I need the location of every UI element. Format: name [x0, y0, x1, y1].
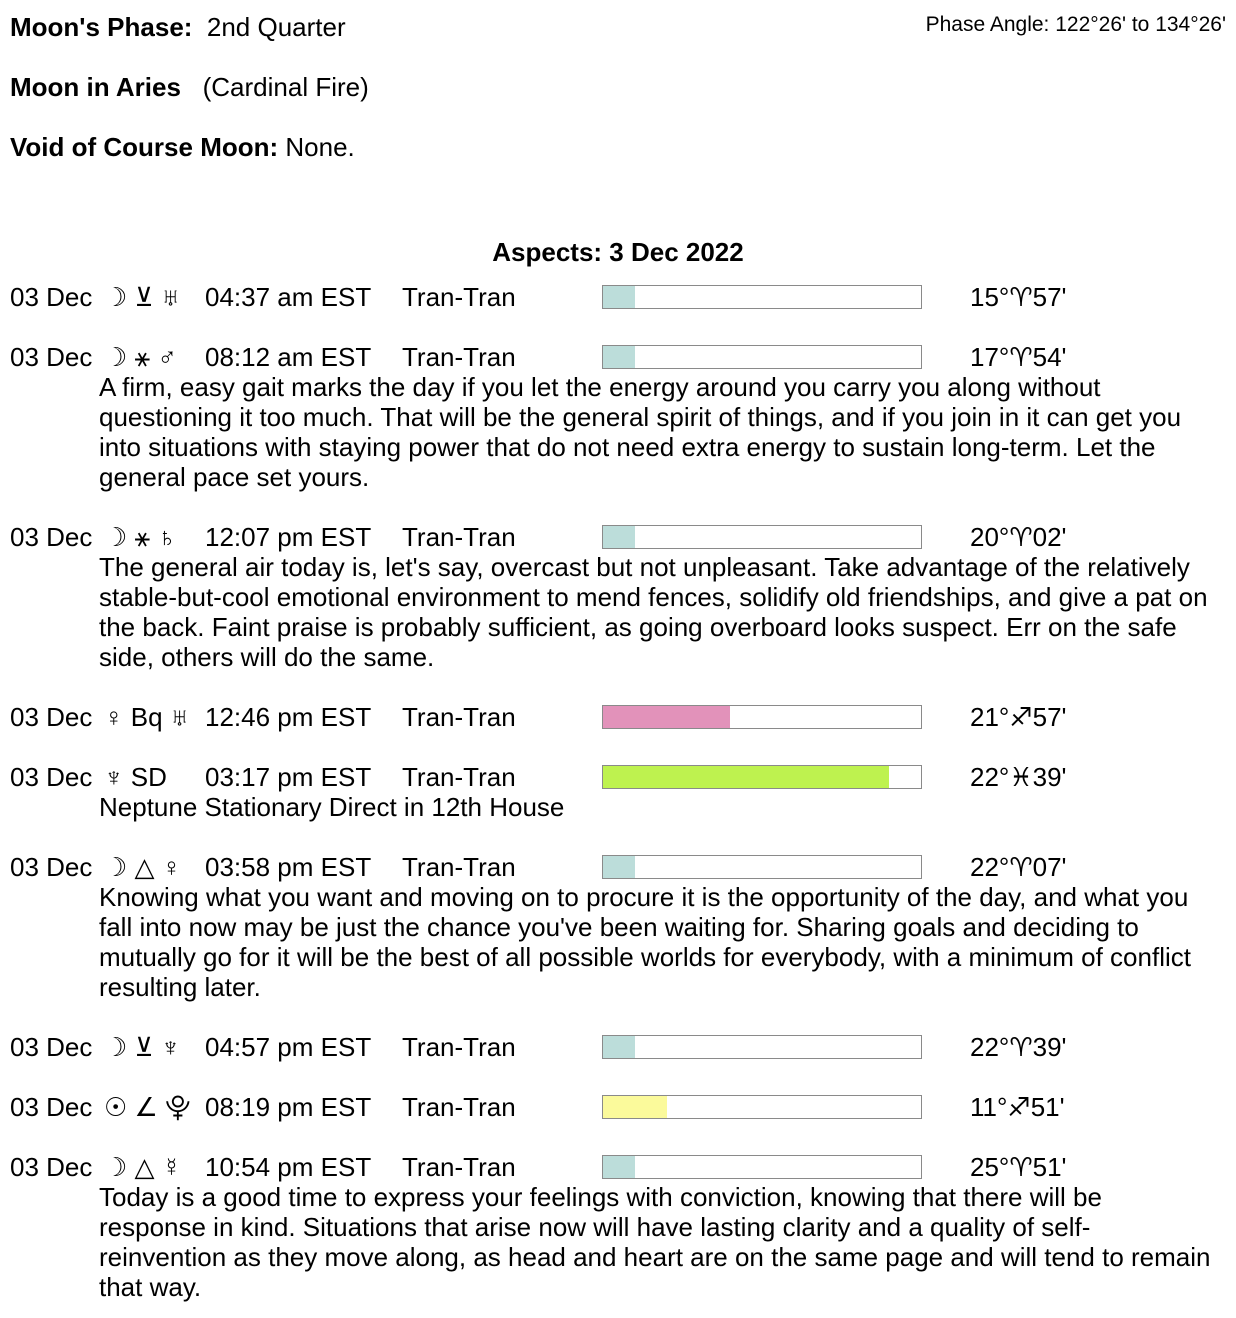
- aspect-type: Tran-Tran: [402, 852, 516, 882]
- aspect-date: 03 Dec: [10, 702, 93, 732]
- aspect-position: 25°♈51': [970, 1152, 1067, 1182]
- aspect-time: 10:54 pm EST: [205, 1152, 372, 1182]
- aspect-date: 03 Dec: [10, 1092, 93, 1122]
- aspect-time: 03:58 pm EST: [205, 852, 372, 882]
- aspect-date: 03 Dec: [10, 342, 93, 372]
- aspect-row: [0, 762, 1236, 792]
- aspect-strength-fill: [603, 706, 730, 728]
- aspect-entry: [0, 522, 1236, 672]
- aspect-description: The general air today is, let's say, overcast but not unpleasant. Take advantage of the relatively stable-but-cool emotional environment to mend fences, solidify old friendships, and give a pat on the back. Faint praise is probably sufficient, as going overboard looks suspect. Err on the safe side, others will do the same.: [99, 552, 1208, 672]
- aspect-entry: [0, 1032, 1236, 1062]
- aspect-glyphs: ☽ ⊻ ♆: [104, 1032, 181, 1062]
- aspect-time: 03:17 pm EST: [205, 762, 372, 792]
- aspect-strength-fill: [603, 1036, 635, 1058]
- void-of-course-value: None.: [285, 132, 355, 162]
- void-of-course-line: [10, 132, 355, 162]
- aspect-glyphs: ☽ △ ♀: [104, 852, 182, 882]
- aspect-glyphs: ☽ ⊻ ♅: [104, 282, 181, 312]
- aspect-date: 03 Dec: [10, 282, 93, 312]
- aspect-strength-fill: [603, 526, 635, 548]
- aspect-time: 04:37 am EST: [205, 282, 372, 312]
- aspect-row: [0, 282, 1236, 312]
- aspect-date: 03 Dec: [10, 1032, 93, 1062]
- aspect-position: 20°♈02': [970, 522, 1067, 552]
- aspect-row: [0, 852, 1236, 882]
- aspect-time: 12:46 pm EST: [205, 702, 372, 732]
- aspect-strength-bar: [602, 765, 922, 789]
- moon-sign-line: [10, 72, 369, 102]
- moon-phase-value: 2nd Quarter: [206, 12, 346, 42]
- aspect-glyphs: ☽ ⚹ ♄: [104, 522, 177, 552]
- phase-angle: Phase Angle: 122°26' to 134°26': [925, 13, 1226, 36]
- aspect-position: 11°♐51': [970, 1092, 1065, 1122]
- aspect-position: 17°♈54': [970, 342, 1067, 372]
- aspect-strength-fill: [603, 766, 889, 788]
- aspect-position: 22°♈39': [970, 1032, 1067, 1062]
- aspect-date: 03 Dec: [10, 1152, 93, 1182]
- aspect-type: Tran-Tran: [402, 702, 516, 732]
- moon-phase-line: [10, 12, 346, 42]
- aspect-time: 04:57 pm EST: [205, 1032, 372, 1062]
- moon-sign-element: (Cardinal Fire): [202, 72, 369, 102]
- aspect-glyphs: ☉ ∠ ⯓: [104, 1092, 191, 1122]
- aspect-strength-bar: [602, 345, 922, 369]
- aspect-strength-fill: [603, 346, 635, 368]
- aspect-type: Tran-Tran: [402, 342, 516, 372]
- aspect-row: [0, 1032, 1236, 1062]
- aspect-strength-bar: [602, 855, 922, 879]
- aspect-strength-fill: [603, 1096, 667, 1118]
- aspect-entry: [0, 282, 1236, 312]
- aspect-strength-bar: [602, 705, 922, 729]
- aspect-time: 08:12 am EST: [205, 342, 372, 372]
- aspect-time: 12:07 pm EST: [205, 522, 372, 552]
- aspect-glyphs: ♀ Bq ♅: [104, 702, 190, 732]
- aspect-date: 03 Dec: [10, 852, 93, 882]
- aspect-row: [0, 342, 1236, 372]
- aspect-strength-bar: [602, 1095, 922, 1119]
- aspect-type: Tran-Tran: [402, 1092, 516, 1122]
- aspect-glyphs: ☽ ⚹ ♂: [104, 342, 177, 372]
- aspect-strength-bar: [602, 525, 922, 549]
- aspect-glyphs: ♆ SD: [104, 762, 167, 792]
- aspect-entry: [0, 1092, 1236, 1122]
- aspect-position: 22°♈07': [970, 852, 1067, 882]
- moon-phase-label: Moon's Phase:: [10, 12, 193, 42]
- aspect-strength-fill: [603, 286, 635, 308]
- aspect-entry: [0, 342, 1236, 492]
- aspect-position: 15°♈57': [970, 282, 1067, 312]
- aspect-position: 21°♐57': [970, 702, 1067, 732]
- aspect-entry: [0, 852, 1236, 1002]
- aspect-type: Tran-Tran: [402, 1032, 516, 1062]
- aspect-glyphs: ☽ △ ☿: [104, 1152, 182, 1182]
- aspect-row: [0, 702, 1236, 732]
- aspect-type: Tran-Tran: [402, 522, 516, 552]
- aspect-type: Tran-Tran: [402, 282, 516, 312]
- aspect-description: A firm, easy gait marks the day if you let the energy around you carry you along without questioning it too much. That will be the general spirit of things, and if you join in it can get you into situations with staying power that do not need extra energy to sustain long-term. Let the general pace set yours.: [99, 372, 1182, 492]
- aspect-description: Knowing what you want and moving on to procure it is the opportunity of the day, and what you fall into now may be just the chance you've been waiting for. Sharing goals and deciding to mutually go for it will be the best of all possible worlds for everybody, with a minimum of conflict resulting later.: [99, 882, 1191, 1002]
- aspect-type: Tran-Tran: [402, 762, 516, 792]
- aspect-row: [0, 522, 1236, 552]
- aspect-strength-fill: [603, 1156, 635, 1178]
- aspect-time: 08:19 pm EST: [205, 1092, 372, 1122]
- aspect-row: [0, 1152, 1236, 1182]
- aspect-strength-bar: [602, 1155, 922, 1179]
- aspect-entry: [0, 1152, 1236, 1302]
- aspect-date: 03 Dec: [10, 522, 93, 552]
- aspect-date: 03 Dec: [10, 762, 93, 792]
- moon-sign-label: Moon in Aries: [10, 72, 181, 102]
- aspect-entry: [0, 762, 1236, 822]
- aspect-entry: [0, 702, 1236, 732]
- void-of-course-label: Void of Course Moon:: [10, 132, 279, 162]
- aspect-row: [0, 1092, 1236, 1122]
- aspect-type: Tran-Tran: [402, 1152, 516, 1182]
- aspect-strength-fill: [603, 856, 635, 878]
- aspects-title: Aspects: 3 Dec 2022: [492, 237, 744, 267]
- aspect-position: 22°♓39': [970, 762, 1067, 792]
- aspect-description: Today is a good time to express your feelings with conviction, knowing that there will be response in kind. Situations that arise now will have lasting clarity and a quality of self-reinvention as they move along, as head and heart are on the same page and will tend to remain that way.: [99, 1182, 1211, 1302]
- aspect-strength-bar: [602, 1035, 922, 1059]
- aspect-strength-bar: [602, 285, 922, 309]
- aspect-description: Neptune Stationary Direct in 12th House: [99, 792, 565, 822]
